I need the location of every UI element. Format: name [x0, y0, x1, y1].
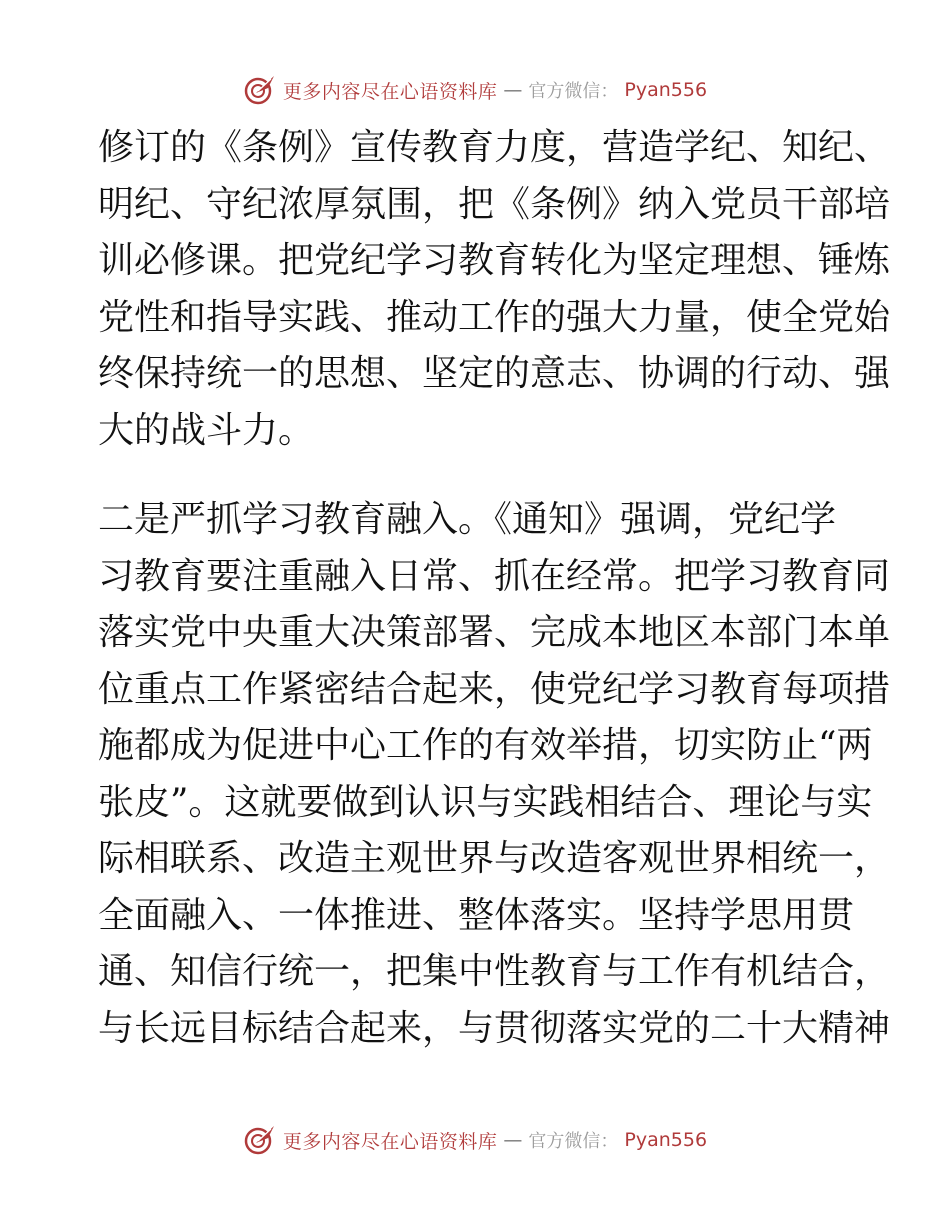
paragraph-2: [98, 492, 891, 1057]
quill-logo-icon: [243, 73, 277, 107]
header-site-text: 更多内容尽在心语资料库: [282, 80, 498, 103]
header-wechat-label: 官方微信：: [528, 81, 619, 102]
text-line: 落实党中央重大决策部署、完成本地区本部门本单: [98, 612, 891, 653]
text-line: 施都成为促进中心工作的有效举措，切实防止“两: [98, 725, 873, 766]
text-line: 与长远目标结合起来，与贯彻落实党的二十大精神: [98, 1007, 891, 1049]
text-line: 习教育要注重融入日常、抓在经常。把学习教育同: [98, 555, 891, 597]
text-line: 全面融入、一体推进、整体落实。坚持学思用贯: [98, 894, 855, 936]
paragraph-1: [98, 120, 891, 459]
footer-wechat-label: 官方微信：: [528, 1131, 619, 1152]
text-line: 通、知信行统一，把集中性教育与工作有机结合，: [98, 951, 891, 992]
text-line: 修订的《条例》宣传教育力度，营造学纪、知纪、: [98, 127, 891, 168]
document-body: [98, 120, 891, 1057]
header-banner: [0, 70, 950, 110]
text-line: 党性和指导实践、推动工作的强大力量，使全党始: [98, 296, 891, 338]
text-line: 位重点工作紧密结合起来，使党纪学习教育每项措: [98, 668, 891, 710]
footer-site-text: 更多内容尽在心语资料库: [282, 1130, 498, 1153]
text-line: 训必修课。把党纪学习教育转化为坚定理想、锤炼: [98, 240, 891, 281]
footer-dash: —: [503, 1129, 523, 1151]
header-dash: —: [503, 79, 523, 101]
text-line: 际相联系、改造主观世界与改造客观世界相统一，: [98, 838, 891, 879]
text-line: 大的战斗力。: [98, 409, 315, 451]
header-wechat-id: Pyan556: [624, 79, 708, 101]
footer-wechat-id: Pyan556: [624, 1129, 708, 1151]
footer-banner: [0, 1120, 950, 1160]
paragraph-spacer: [98, 459, 850, 492]
text-line: 终保持统一的思想、坚定的意志、协调的行动、强: [98, 353, 891, 394]
text-line: 二是严抓学习教育融入。《通知》强调，党纪学: [98, 499, 837, 540]
quill-logo-icon: [243, 1123, 277, 1157]
text-line: 明纪、守纪浓厚氛围，把《条例》纳入党员干部培: [98, 183, 891, 225]
text-line: 张皮”。这就要做到认识与实践相结合、理论与实: [98, 781, 873, 823]
